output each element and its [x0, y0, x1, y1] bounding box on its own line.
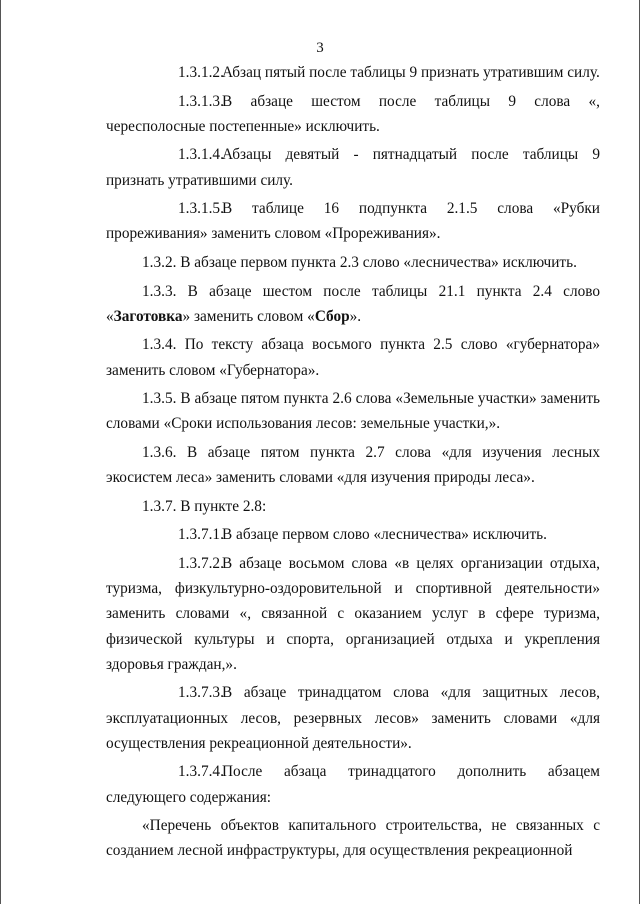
paragraph-1-3-7-2 [106, 551, 600, 677]
clause-number: 1.3.1.4. [178, 146, 224, 164]
paragraph-text: 1.3.7. В пункте 2.8: [142, 497, 267, 515]
paragraph-1-3-7-1 [106, 522, 600, 547]
clause-number: 1.3.7.4. [178, 763, 224, 781]
paragraph-quoted-list [106, 813, 600, 863]
paragraph-1-3-7-3 [106, 680, 600, 756]
paragraph-1-3-1-2 [106, 60, 600, 85]
paragraph-1-3-2 [106, 250, 600, 275]
paragraph-1-3-6 [106, 440, 600, 490]
paragraph-1-3-7 [106, 494, 600, 519]
paragraph-text: 1.3.6. В абзаце пятом пункта 2.7 слова «для изучения лесных экосистем леса» заменить словами «для изучения природы леса». [106, 443, 600, 487]
paragraph-text: После абзаца тринадцатого дополнить абзацем следующего содержания: [106, 763, 600, 806]
paragraph-text: 1.3.4. По тексту абзаца восьмого пункта 2.5 слово «губернатора» заменить словом «Губернатора». [106, 336, 600, 379]
paragraph-text: Абзац пятый после таблицы 9 признать утратившим силу. [222, 64, 600, 81]
paragraph-text-mid: » заменить словом « [182, 307, 315, 325]
clause-number: 1.3.7.3. [178, 684, 224, 702]
paragraph-text: 1.3.5. В абзаце пятом пункта 2.6 слова «Земельные участки» заменить словами «Сроки использования лесов: земельные участки,». [106, 390, 600, 433]
page-number: 3 [316, 40, 324, 56]
bold-word-sbor: Сбор [314, 307, 350, 325]
paragraph-text: В абзаце шестом после таблицы 9 слова «, чересполосные постепенные» исключить. [106, 92, 600, 135]
paragraph-text: 1.3.2. В абзаце первом пункта 2.3 слово «лесничества» исключить. [142, 253, 577, 271]
paragraph-text: В абзаце первом слово «лесничества» исключить. [222, 526, 547, 544]
clause-number: 1.3.7.1. [178, 526, 224, 544]
paragraph-1-3-1-4 [106, 142, 600, 192]
paragraph-1-3-3 [106, 279, 600, 329]
clause-number: 1.3.1.3. [178, 92, 224, 110]
bold-word-zagotovka: Заготовка [113, 307, 183, 325]
paragraph-1-3-7-4 [106, 759, 600, 809]
paragraph-text-before: 1.3.3. В абзаце шестом после таблицы 21.1 пункта 2.4 слово « [106, 282, 600, 325]
paragraph-1-3-5 [106, 386, 600, 436]
paragraph-text: Абзацы девятый - пятнадцатый после таблицы 9 признать утратившими силу. [106, 146, 600, 189]
clause-number: 1.3.7.2. [178, 554, 224, 572]
clause-number: 1.3.1.2. [178, 64, 224, 81]
document-body [106, 60, 600, 867]
paragraph-1-3-1-3 [106, 89, 600, 139]
paragraph-1-3-4 [106, 332, 600, 382]
paragraph-text-after: ». [349, 307, 362, 325]
paragraph-text: «Перечень объектов капитального строительства, не связанных с созданием лесной инфраструктуры, для осуществления рекреационной [106, 817, 600, 860]
paragraph-1-3-1-5 [106, 196, 600, 246]
paragraph-text: В абзаце восьмом слова «в целях организации отдыха, туризма, физкультурно-оздоровительной и спортивной деятельности» заменить словами «, связанной с оказанием услуг в сфере туризма, физической культуры и спорта, организацией отдыха и укрепления здоровья граждан,». [106, 554, 600, 673]
paragraph-text: В таблице 16 подпункта 2.1.5 слова «Рубки прореживания» заменить словом «Прореживания». [106, 200, 600, 243]
clause-number: 1.3.1.5. [178, 200, 224, 218]
paragraph-text: В абзаце тринадцатом слова «для защитных лесов, эксплуатационных лесов, резервных лесов» заменить словами «для осуществления рекреационной деятельности». [106, 684, 600, 752]
